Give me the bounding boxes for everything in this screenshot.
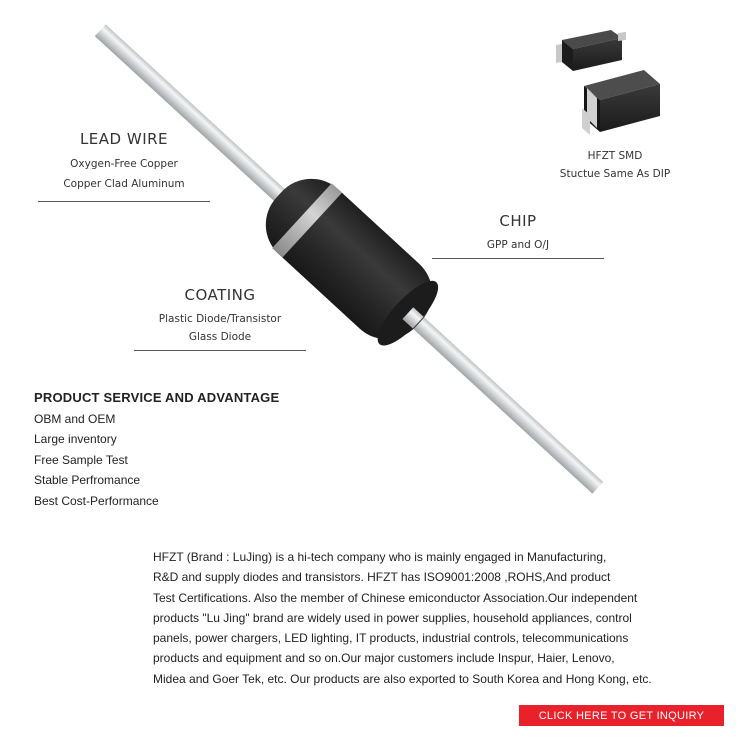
chip-line-1: GPP and O/J bbox=[486, 239, 550, 251]
lead-wire-title: LEAD WIRE bbox=[79, 130, 169, 148]
coating-divider bbox=[134, 350, 306, 351]
smd-package-large bbox=[582, 70, 660, 135]
description-line: R&D and supply diodes and transistors. HFZT has ISO9001:2008 ,ROHS,And product bbox=[153, 570, 611, 585]
chip-callout bbox=[432, 212, 604, 252]
chip-title: CHIP bbox=[499, 212, 537, 230]
lead-wire-line-2: Copper Clad Aluminum bbox=[63, 178, 185, 190]
description-line: panels, power chargers, LED lighting, IT products, industrial controls, telecommunications bbox=[153, 631, 629, 646]
advantage-item: Best Cost-Performance bbox=[34, 493, 159, 508]
get-inquiry-button[interactable]: CLICK HERE TO GET INQUIRY bbox=[519, 705, 724, 726]
description-line: Test Certifications. Also the member of Chinese emiconductor Association.Our independent bbox=[153, 590, 638, 605]
description-line: HFZT (Brand : LuJing) is a hi-tech company who is mainly engaged in Manufacturing, bbox=[153, 550, 607, 564]
advantage-item: Free Sample Test bbox=[34, 452, 128, 467]
coating-line-2: Glass Diode bbox=[188, 331, 252, 343]
coating-title: COATING bbox=[184, 286, 256, 304]
advantages-section bbox=[34, 390, 279, 511]
smd-caption-line-2: Stuctue Same As DIP bbox=[559, 168, 671, 180]
smd-package-small bbox=[556, 30, 626, 71]
coating-line-1: Plastic Diode/Transistor bbox=[158, 313, 282, 325]
advantage-item: Large inventory bbox=[34, 432, 117, 447]
description-line: products "Lu Jing" brand are widely used in power supplies, household appliances, control bbox=[153, 610, 632, 625]
description-line: Midea and Goer Tek, etc. Our products are also exported to South Korea and Hong Kong, etc. bbox=[153, 671, 652, 686]
lead-wire-divider bbox=[38, 201, 210, 202]
chip-divider bbox=[432, 258, 604, 259]
smd-caption-line-1: HFZT SMD bbox=[587, 150, 643, 162]
advantage-item: OBM and OEM bbox=[34, 412, 116, 426]
advantages-list bbox=[34, 409, 279, 511]
coating-callout bbox=[134, 286, 306, 344]
lead-wire-line-1: Oxygen-Free Copper bbox=[70, 158, 178, 170]
description-line: products and equipment and so on.Our major customers include Inspur, Haier, Lenovo, bbox=[153, 651, 615, 666]
company-description bbox=[153, 547, 652, 689]
advantage-item: Stable Perfromance bbox=[34, 473, 141, 488]
smd-caption bbox=[545, 147, 685, 183]
advantages-heading: PRODUCT SERVICE AND ADVANTAGE bbox=[34, 390, 280, 405]
lead-wire-callout bbox=[38, 130, 210, 191]
